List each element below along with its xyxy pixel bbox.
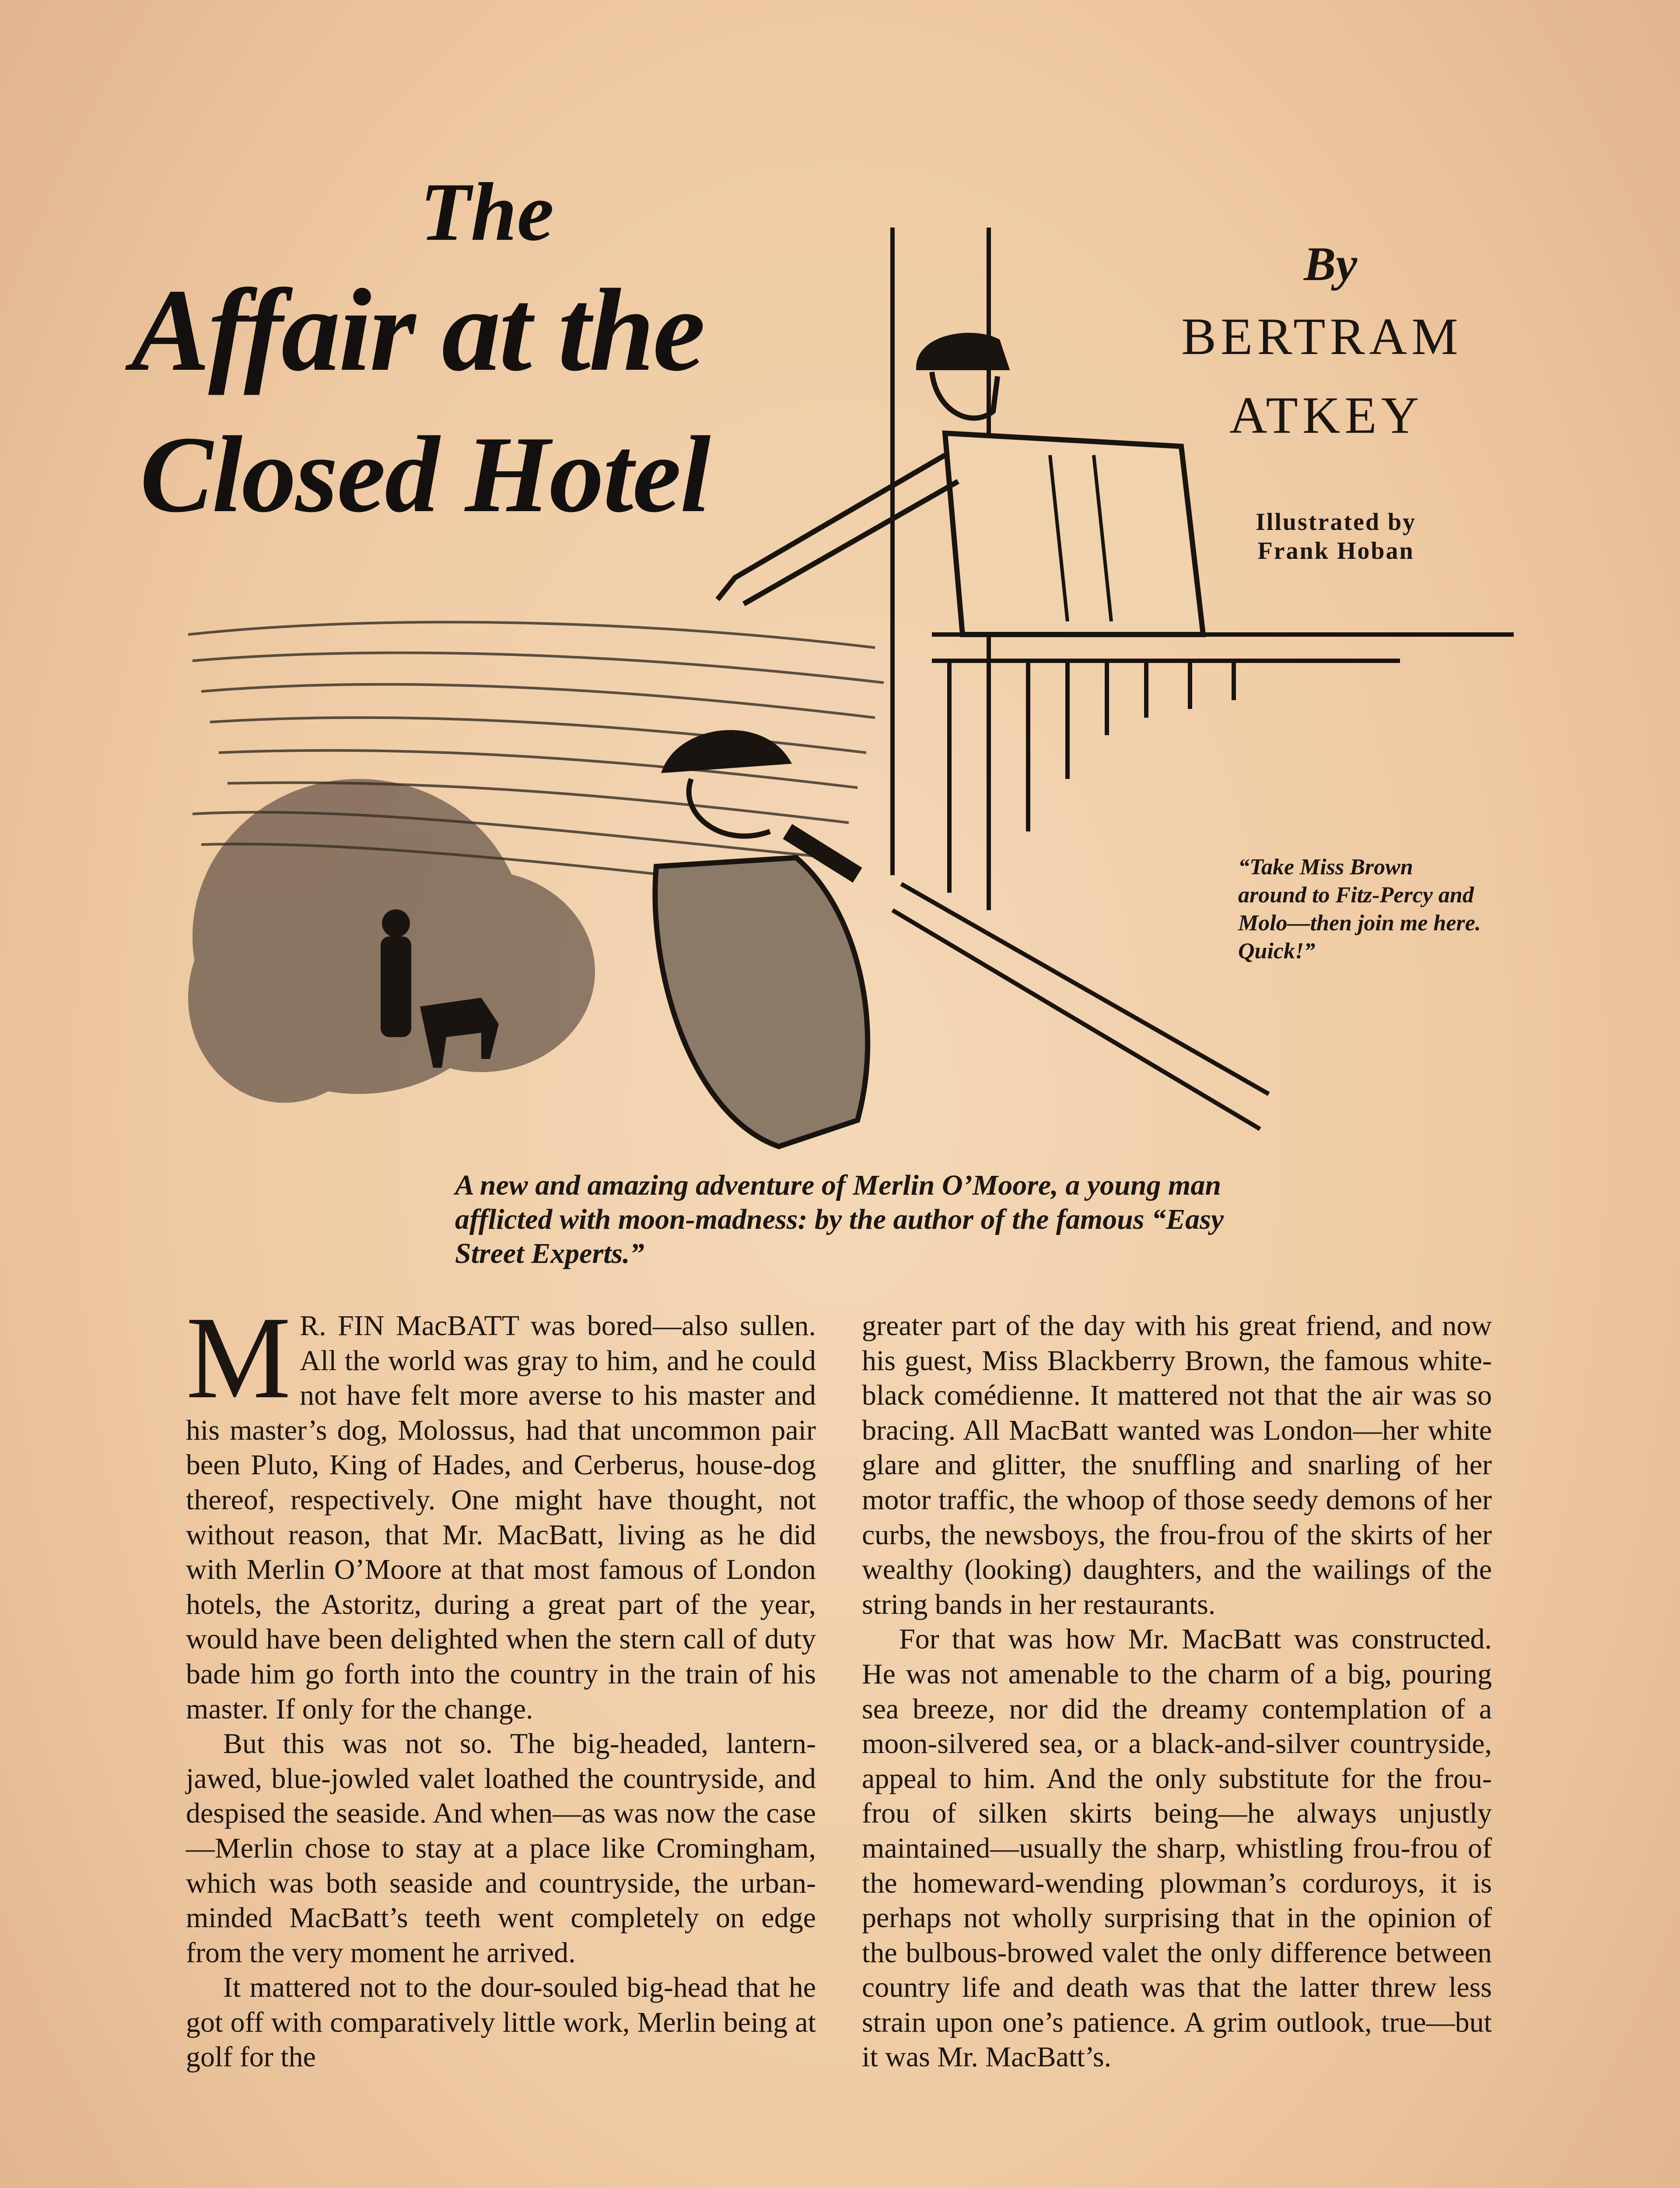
text-column-2 <box>862 1308 1492 2075</box>
pointing-man <box>718 336 1203 635</box>
man-with-telescope <box>655 733 868 1147</box>
story-deck: A new and amazing adventure of Merlin O’Moore, a young man afflicted with moon-madness: by the author of the famous “Easy Street Experts.” <box>455 1169 1224 1269</box>
paragraph: It mattered not to the dour-souled big-head that he got off with comparatively little work, Merlin being at golf for the <box>186 1971 816 2073</box>
author-last-name: ATKEY <box>1229 386 1424 444</box>
byline-by: By <box>1304 237 1358 291</box>
illustration-caption: “Take Miss Brown around to Fitz-Percy and Molo—then join me here. Quick!” <box>1238 855 1481 964</box>
story-title-line-1: The <box>420 166 554 258</box>
text-column-1 <box>186 1292 816 2075</box>
story-illustration <box>175 228 1514 1160</box>
illustrated-by-label: Illustrated by <box>1256 508 1417 536</box>
paragraph: greater part of the day with his great friend, and now his guest, Miss Blackberry Brown, the famous white-black comédienne. It mattered not that the air was so bracing. All MacBatt wanted was London—her white glare and glitter, the snuffling and snarling of her motor traffic, the whoop of those seedy demons of her curbs, the newsboys, the frou-frou of the skirts of her wealthy (looking) daughters, and the wailings of the string bands in her restaurants. <box>862 1310 1492 1620</box>
story-title-line-3: Closed Hotel <box>140 414 710 535</box>
drop-cap: M <box>186 1292 291 1423</box>
illustrator-name: Frank Hoban <box>1257 537 1414 565</box>
story-title-line-2: Affair at the <box>131 265 704 396</box>
paragraph: But this was not so. The big-headed, lantern-jawed, blue-jowled valet loathed the countryside, and despised the seaside. And when—as was now the case—Merlin chose to stay at a place like Cromingham, which was both seaside and countryside, the urban-minded MacBatt’s teeth went completely on edge from the very moment he arrived. <box>186 1728 816 1969</box>
paragraph <box>186 1292 816 1726</box>
paragraph-text: R. FIN MacBATT was bored—also sullen. All the world was gray to him, and he could not have felt more averse to his master and his master’s dog, Molossus, had that uncommon pair been Pluto, King of Hades, and Cerberus, house-dog thereof, respectively. One might have thought, not without reason, that Mr. MacBatt, living as he did with Merlin O’Moore at that most famous of London hotels, the Astoritz, during a great part of the year, would have been delighted when the stern call of duty bade him go forth into the country in the train of his master. If only for the change. <box>186 1310 816 1725</box>
author-first-name: BERTRAM <box>1181 307 1463 365</box>
paragraph: For that was how Mr. MacBatt was constructed. He was not amenable to the charm of a big, pouring sea breeze, nor did the dreamy contemplation of a moon-silvered sea, or a black-and-silver countryside, appeal to him. And the only substitute for the frou-frou of silken skirts being—he always unjustly maintained—usually the sharp, whistling frou-frou of the homeward-wending plowman’s corduroys, it is perhaps not wholly surprising that in the opinion of the bulbous-browed valet the only difference between country life and death was that the latter threw less strain upon one’s patience. A grim outlook, true—but it was Mr. MacBatt’s. <box>862 1623 1492 2073</box>
